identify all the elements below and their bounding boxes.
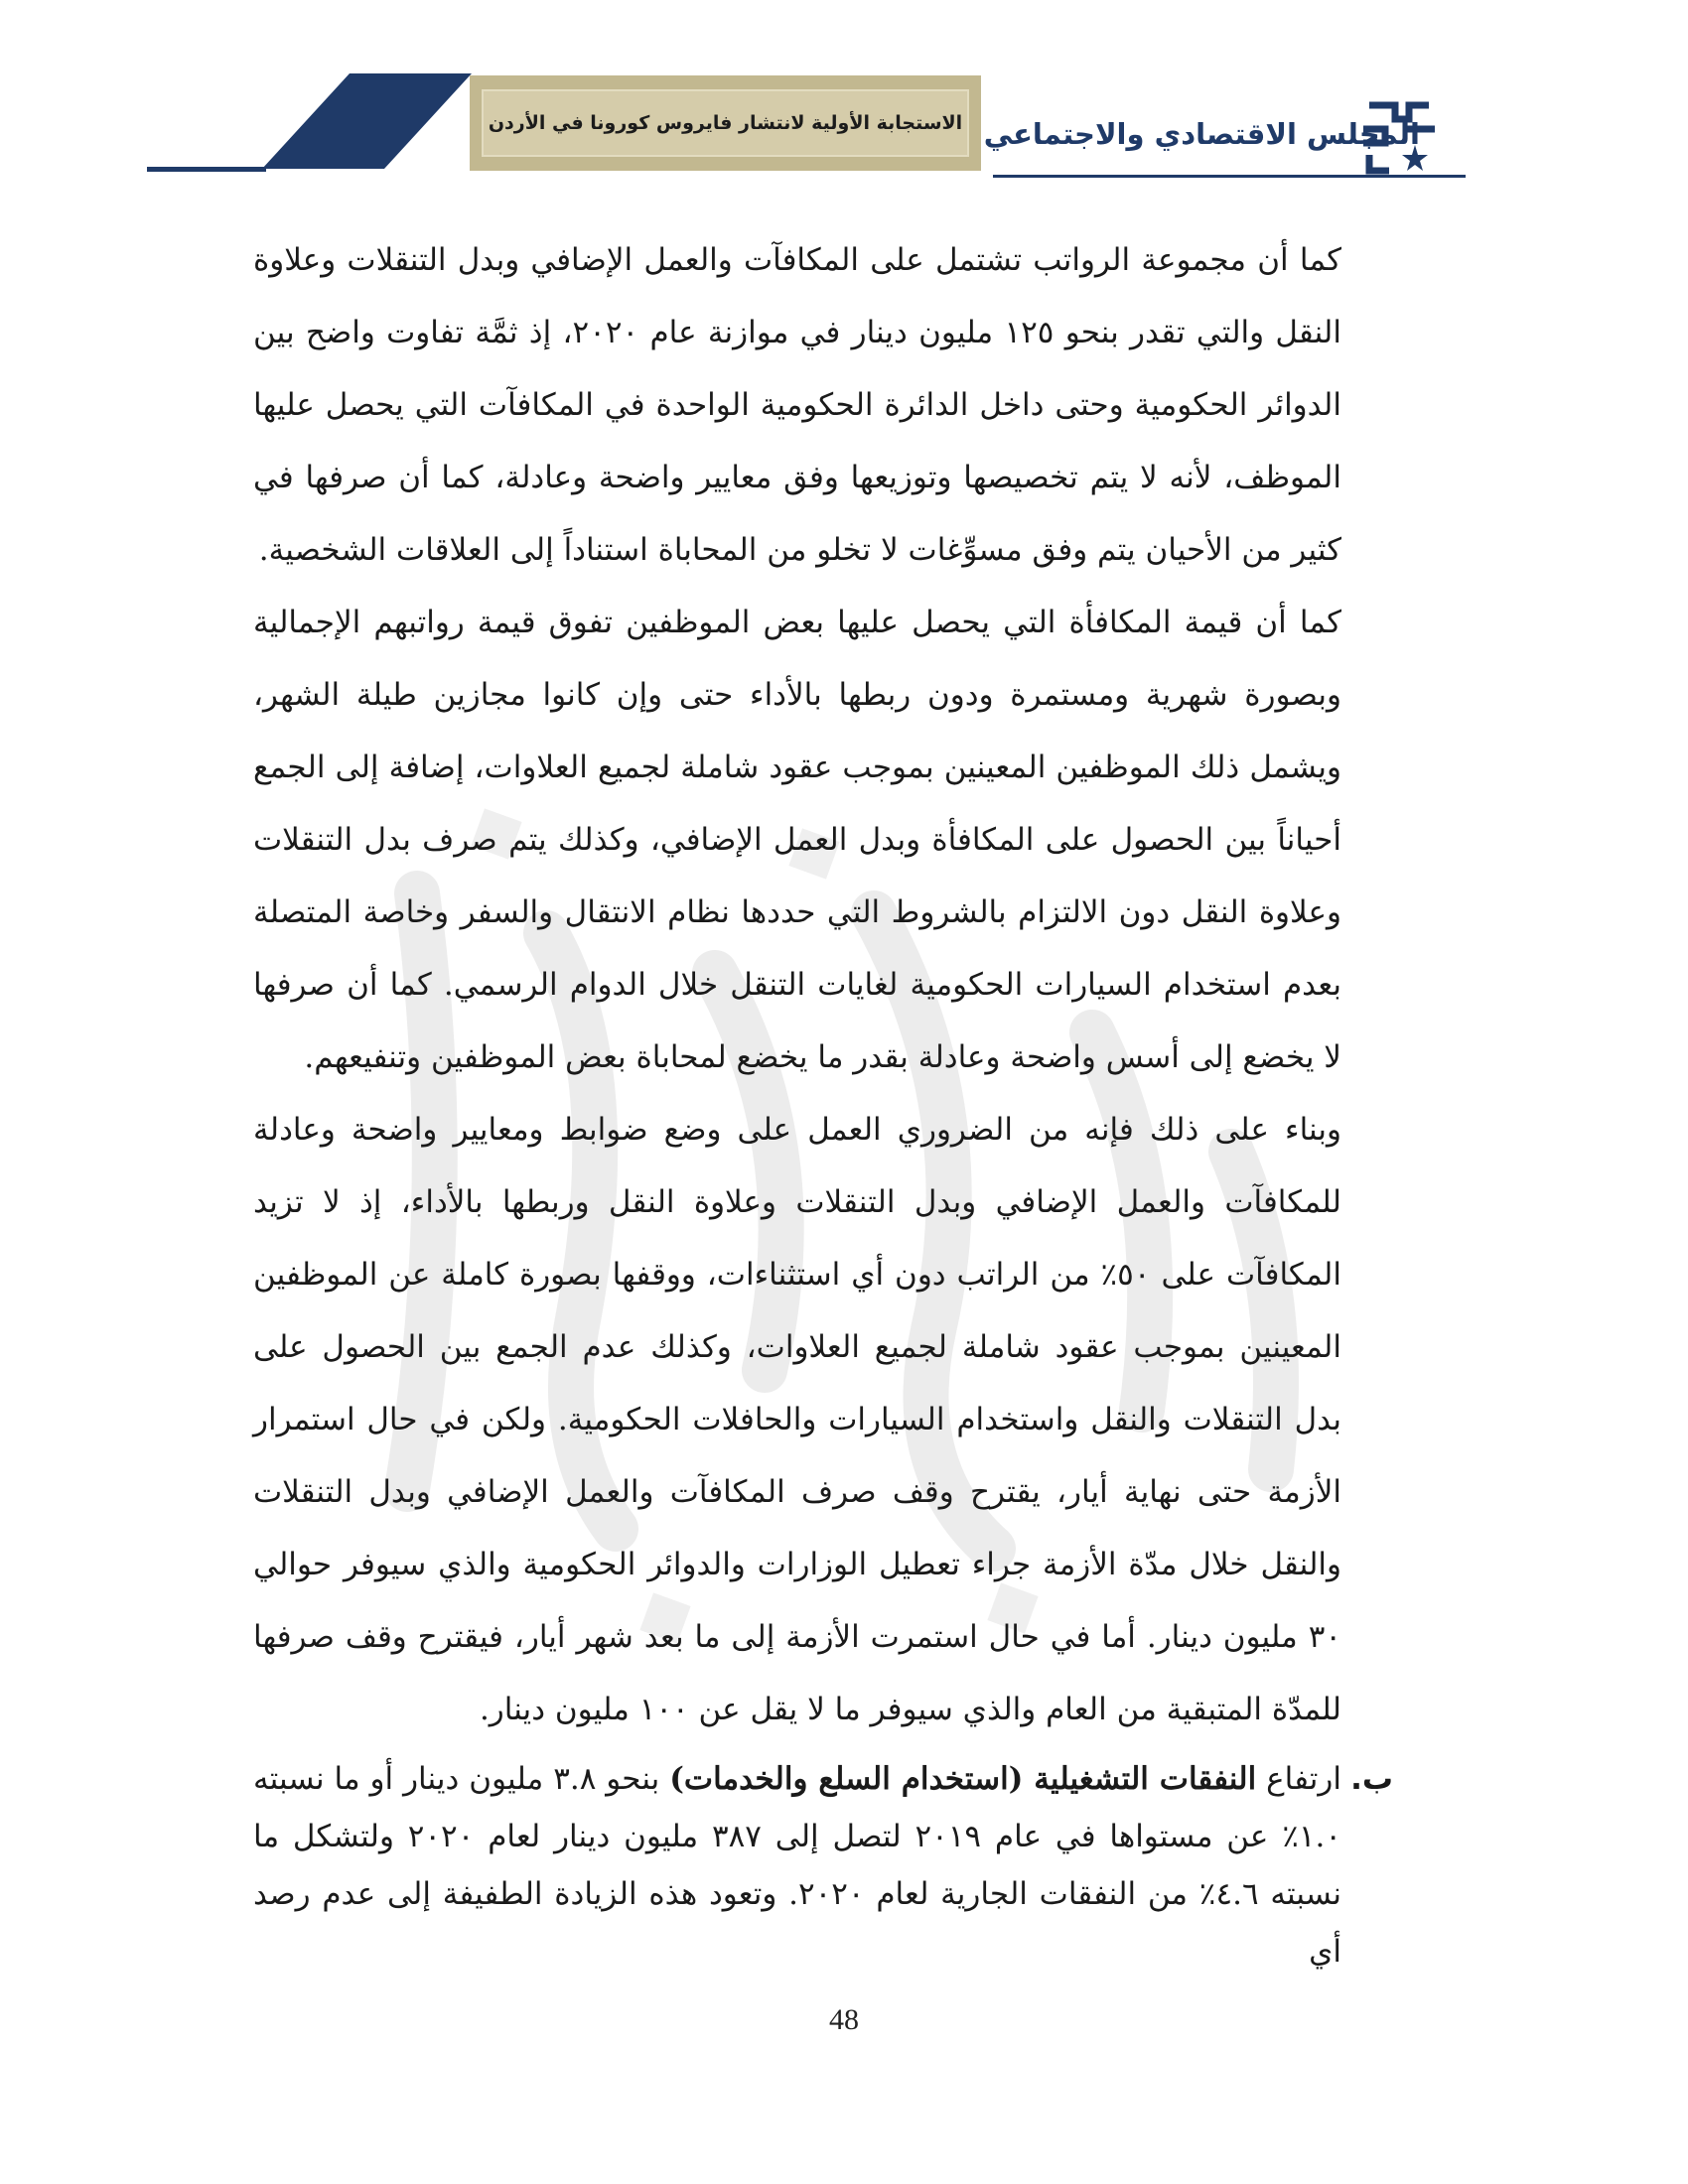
list-item-lead: ارتفاع xyxy=(1266,1761,1341,1797)
list-item-text: بنحو ٣.٨ مليون دينار أو ما نسبته ١.٠٪ عن مستواها في عام ٢٠١٩ لتصل إلى ٣٨٧ مليون دينار لعام ٢٠٢٠ ولتشكل ما نسبته ٤.٦٪ من النفقات الجارية لعام ٢٠٢٠. وتعود هذه الزيادة الطفيفة إلى عدم رصد أي xyxy=(253,1761,1342,1970)
page-number: 48 xyxy=(829,2003,859,2036)
paragraph-bonuses: كما أن قيمة المكافأة التي يحصل عليها بعض الموظفين تفوق قيمة رواتبهم الإجمالية وبصورة شهرية ومستمرة ودون ربطها بالأداء حتى وإن كانوا مجازين طيلة الشهر، ويشمل ذلك الموظفين المعينين بموجب عقود شاملة لجميع العلاوات، إضافة إلى الجمع أحياناً بين الحصول على المكافأة وبدل العمل الإضافي، وكذلك يتم صرف بدل التنقلات وعلاوة النقل دون الالتزام بالشروط التي حددها نظام الانتقال والسفر وخاصة المتصلة بعدم استخدام السيارات الحكومية لغايات التنقل خلال الدوام الرسمي. كما أن صرفها لا يخضع إلى أسس واضحة وعادلة بقدر ما يخضع لمحاباة بعض الموظفين وتنفيعهم. xyxy=(253,605,1341,1075)
header-navy-parallelogram xyxy=(260,71,474,171)
paragraph-salaries: كما أن مجموعة الرواتب تشتمل على المكافآت والعمل الإضافي وبدل التنقلات وعلاوة النقل والتي تقدر بنحو ١٢٥ مليون دينار في موازنة عام ٢٠٢٠، إذ ثمَّة تفاوت واضح بين الدوائر الحكومية وحتى داخل الدائرة الحكومية الواحدة في المكافآت التي يحصل عليها الموظف، لأنه لا يتم تخصيصها وتوزيعها وفق معايير واضحة وعادلة، كما أن صرفها في كثير من الأحيان يتم وفق مسوِّغات لا تخلو من المحاباة استناداً إلى العلاقات الشخصية. xyxy=(253,242,1341,568)
org-name: المجلس الاقتصادي والاجتماعي xyxy=(983,117,1420,151)
paragraph-recommendation: وبناء على ذلك فإنه من الضروري العمل على وضع ضوابط ومعايير واضحة وعادلة للمكافآت والعمل الإضافي وبدل التنقلات وعلاوة النقل وربطها بالأداء، إذ لا تزيد المكافآت على ٥٠٪ من الراتب دون أي استثناءات، ووقفها بصورة كاملة عن الموظفين المعينين بموجب عقود شاملة لجميع العلاوات، وكذلك عدم الجمع بين الحصول على بدل التنقلات والنقل واستخدام السيارات والحافلات الحكومية. ولكن في حال استمرار الأزمة حتى نهاية أيار، يقترح وقف صرف المكافآت والعمل الإضافي وبدل التنقلات والنقل خلال مدّة الأزمة جراء تعطيل الوزارات والدوائر الحكومية والذي سيوفر حوالي ٣٠ مليون دينار. أما في حال استمرت الأزمة إلى ما بعد شهر أيار، فيقترح وقف صرفها للمدّة المتبقية من العام والذي سيوفر ما لا يقل عن ١٠٠ مليون دينار. xyxy=(253,1112,1341,1727)
header-title-box xyxy=(470,75,981,171)
header-title-inner xyxy=(482,89,969,157)
council-emblem-icon xyxy=(1355,95,1443,183)
list-item-operating-expenses xyxy=(253,1750,1393,1980)
page-body xyxy=(253,224,1393,1980)
list-item-bold-heading: النفقات التشغيلية (استخدام السلع والخدمات) xyxy=(669,1761,1257,1797)
header-title: الاستجابة الأولية لانتشار فايروس كورونا في الأردن xyxy=(488,112,963,134)
list-marker: ب. xyxy=(1350,1761,1393,1797)
header-left-rule xyxy=(147,167,266,172)
